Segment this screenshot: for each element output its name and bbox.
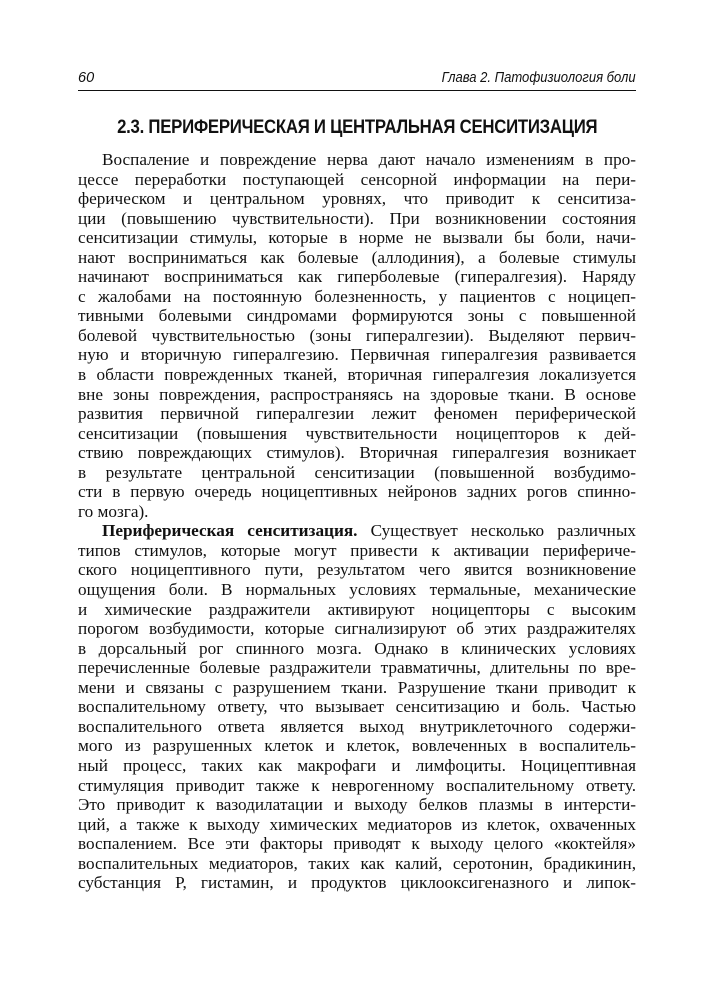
text-line: типов стимулов, которые могут привести к активации перифериче-: [78, 540, 636, 560]
lead-line-rest: Существует несколько различных: [357, 521, 636, 541]
text-line: ции (повышению чувствительности). При возникновении состояния: [78, 208, 636, 228]
text-line: ную и вторичную гипералгезию. Первичная гипералгезия развивается: [78, 345, 636, 365]
text-line: ферическом и центральном уровнях, что приводит к сенситиза-: [78, 189, 636, 209]
text-line: мого из разрушенных клеток и клеток, вовлеченных в воспалитель-: [78, 736, 636, 756]
paragraph-peripheral-sensitization: [78, 521, 636, 892]
text-line: в области поврежденных тканей, вторичная гипералгезия локализуется: [78, 365, 636, 385]
text-line: в дорсальный рог спинного мозга. Однако в клинических условиях: [78, 638, 636, 658]
text-line: цессе переработки поступающей сенсорной информации на пери-: [78, 169, 636, 189]
text-line: и химические раздражители активируют ноцицепторы с высоким: [78, 599, 636, 619]
text-line: сенситизации (повышения чувствительности ноцицепторов к дей-: [78, 423, 636, 443]
text-line: ный процесс, таких как макрофаги и лимфоциты. Ноцицептивная: [78, 755, 636, 775]
running-head: [78, 68, 636, 91]
text-line: развития первичной гипералгезии лежит феномен периферической: [78, 404, 636, 424]
text-line: начинают восприниматься как гиперболевые (гипералгезия). Наряду: [78, 267, 636, 287]
page-number: 60: [78, 70, 95, 86]
paragraph-intro: [78, 150, 636, 521]
text-line: Это приводит к вазодилатации и выходу белков плазмы в интерсти-: [78, 795, 636, 815]
text-line: го мозга).: [78, 501, 149, 521]
section-heading-text: 2.3. ПЕРИФЕРИЧЕСКАЯ И ЦЕНТРАЛЬНАЯ СЕНСИТИЗАЦИЯ: [117, 116, 598, 138]
text-line: тивными болевыми синдромами формируются зоны с повышенной: [78, 306, 636, 326]
text-line: с жалобами на постоянную болезненность, у пациентов с ноцицеп-: [78, 286, 636, 306]
text-line: вне зоны повреждения, распространяясь на здоровые ткани. В основе: [78, 384, 636, 404]
section-heading: [78, 116, 636, 139]
text-line: стимуляция приводит также к неврогенному воспалительному ответу.: [78, 775, 636, 795]
text-line: болевой чувствительностью (зоны гипералгезии). Выделяют первич-: [78, 325, 636, 345]
text-line: перечисленные болевые раздражители травматичны, длительны по вре-: [78, 658, 636, 678]
text-line: воспалительных медиаторов, таких как калий, серотонин, брадикинин,: [78, 853, 636, 873]
text-line: ского ноцицептивного пути, результатом чего явится возникновение: [78, 560, 636, 580]
text-line: сенситизации стимулы, которые в норме не вызвали бы боли, начи-: [78, 228, 636, 248]
text-line: воспалительному ответу, что вызывает сенситизацию и боль. Частью: [78, 697, 636, 717]
text-line: в результате центральной сенситизации (повышенной возбудимо-: [78, 462, 636, 482]
book-page: [78, 0, 636, 1000]
text-line: воспалительного ответа является выход внутриклеточного содержи-: [78, 716, 636, 736]
text-line: [78, 521, 636, 541]
text-line: субстанция Р, гистамин, и продуктов циклооксигеназного и липок-: [78, 873, 636, 893]
text-line: ствию повреждающих стимулов). Вторичная гипералгезия возникает: [78, 443, 636, 463]
text-line: ций, а также к выходу химических медиаторов из клеток, охваченных: [78, 814, 636, 834]
text-line: нают восприниматься как болевые (аллодиния), а болевые стимулы: [78, 247, 636, 267]
text-line: воспалением. Все эти факторы приводят к выходу целого «коктейля»: [78, 834, 636, 854]
body-text: [78, 150, 636, 893]
text-line: Воспаление и повреждение нерва дают начало изменениям в про-: [102, 150, 636, 169]
chapter-title: Глава 2. Патофизиология боли: [441, 70, 636, 86]
text-line: порогом возбудимости, которые сигнализируют об этих раздражителях: [78, 619, 636, 639]
text-line: ощущения боли. В нормальных условиях термальные, механические: [78, 580, 636, 600]
text-line: мени и связаны с разрушением ткани. Разрушение ткани приводит к: [78, 677, 636, 697]
lead-term: Периферическая сенситизация.: [102, 521, 358, 541]
text-line: сти в первую очередь ноцицептивных нейронов задних рогов спинно-: [78, 482, 636, 502]
